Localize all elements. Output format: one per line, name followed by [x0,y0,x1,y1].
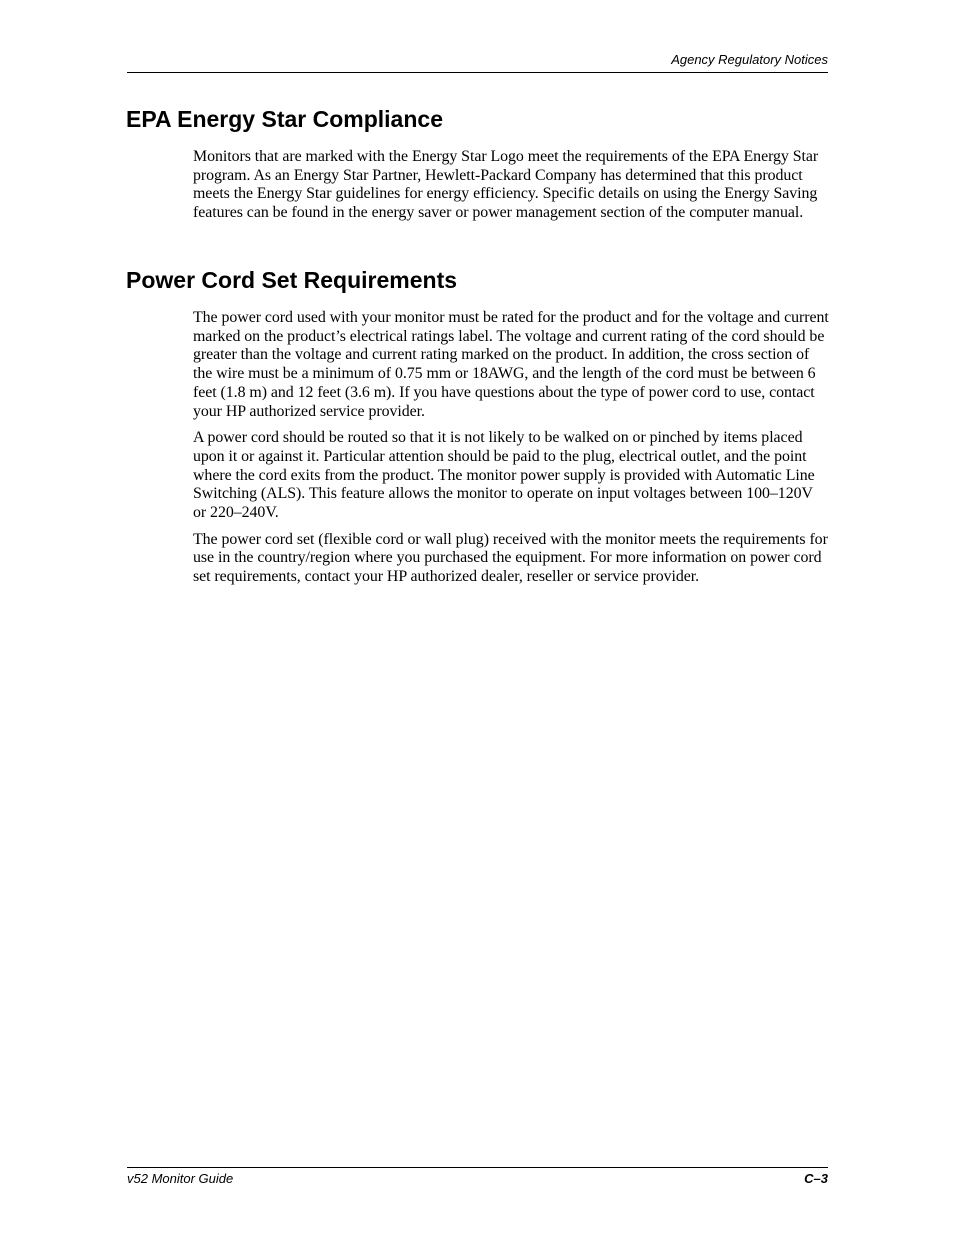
paragraph: The power cord set (flexible cord or wall plug) received with the monitor meets the requirements for use in the country/region where you purchased the equipment. For more information on power cord set requirements, contact your HP authorized dealer, reseller or service provider. [193,530,828,586]
footer-guide-title: v52 Monitor Guide [127,1171,234,1186]
power-cord-body [193,309,829,595]
paragraph: A power cord should be routed so that it is not likely to be walked on or pinched by items placed upon it or against it. Particular attention should be paid to the plug, electrical outlet, and the point where the cord exits from the product. The monitor power supply is provided with Automatic Line Switching (ALS). This feature allows the monitor to operate on input voltages between 100–120V or 220–240V. [193,429,815,522]
page-number: C–3 [804,1171,828,1186]
running-head: Agency Regulatory Notices [671,52,828,67]
section-heading-epa-energy-star: EPA Energy Star Compliance [126,106,443,132]
page-footer [127,1167,828,1188]
section-heading-power-cord: Power Cord Set Requirements [126,267,458,293]
paragraph: Monitors that are marked with the Energy Star Logo meet the requirements of the EPA Energy Star program. As an Energy Star Partner, Hewlett-Packard Company has determined that this product meets the Energy Star guidelines for energy efficiency. Specific details on using the Energy Saving features can be found in the energy saver or power management section of the computer manual. [193,148,819,222]
paragraph: The power cord used with your monitor must be rated for the product and for the voltage and current marked on the product’s electrical ratings label. The voltage and current rating of the cord should be greater than the voltage and current rating marked on the product. In addition, the cross section of the wire must be a minimum of 0.75 mm or 18AWG, and the length of the cord must be between 6 feet (1.8 m) and 12 feet (3.6 m). If you have questions about the type of power cord to use, contact your HP authorized service provider. [193,309,829,420]
epa-energy-star-body [193,148,829,231]
page-header [127,50,828,73]
